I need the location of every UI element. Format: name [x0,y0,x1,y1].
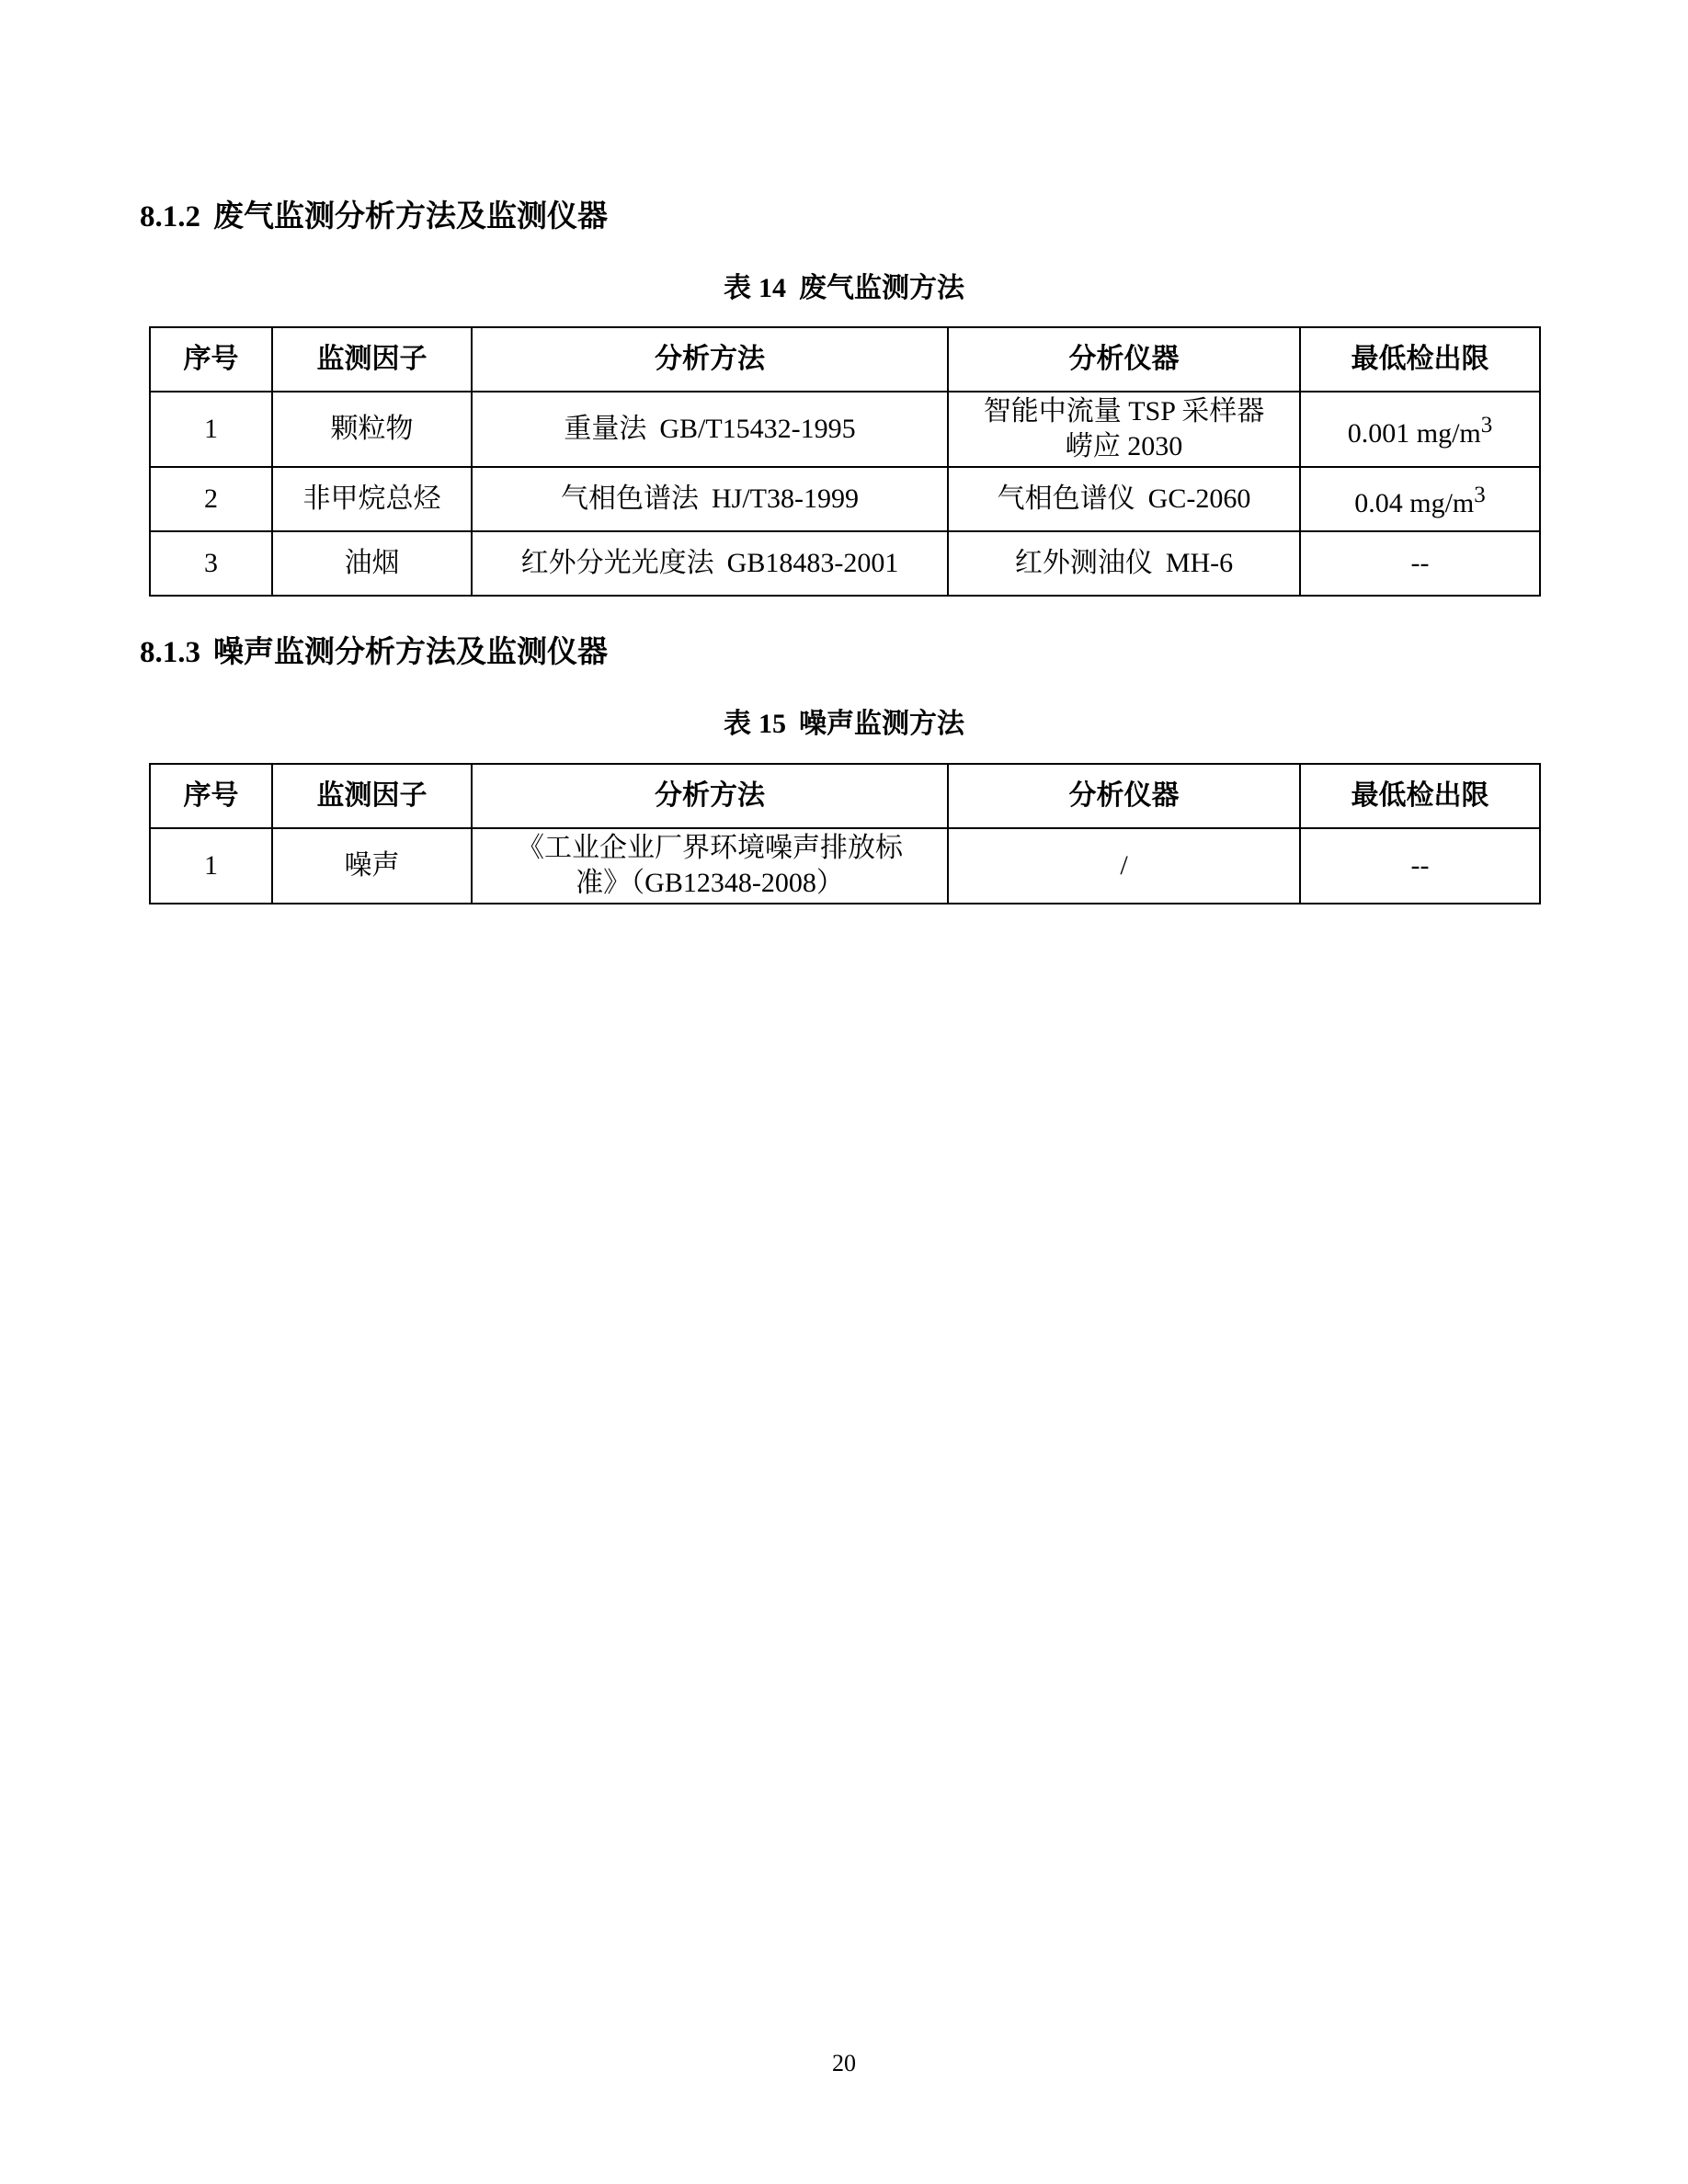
cell-no: 2 [150,467,272,531]
cell-detection-limit [1300,392,1540,467]
limit-value: 0.04 mg/m [1354,487,1475,518]
method-name: 气相色谱法 [561,483,699,514]
cell-factor: 非甲烷总烃 [272,467,472,531]
caption-number: 15 [758,709,786,739]
section-title: 噪声监测分析方法及监测仪器 [213,636,608,669]
header-detection-limit: 最低检出限 [1300,327,1540,392]
method-standard: HJ/T38-1999 [712,483,859,514]
limit-superscript: 3 [1480,412,1493,438]
noise-method-table [149,763,1541,904]
method-line-2: 准》（GB12348-2008） [576,868,844,898]
instrument-line-1: 智能中流量 TSP 采样器 [983,396,1265,427]
table-row [150,467,1540,531]
caption-number: 14 [758,273,786,303]
header-factor: 监测因子 [272,764,472,828]
table-header-row [150,764,1540,828]
table-caption-15 [0,707,1688,742]
table-row [150,531,1540,596]
instrument-name: 气相色谱仪 [997,483,1135,514]
header-serial-no: 序号 [150,764,272,828]
header-serial-no: 序号 [150,327,272,392]
cell-detection-limit: -- [1300,531,1540,596]
cell-instrument [948,531,1300,596]
page-number: 20 [832,2050,856,2076]
method-standard: GB18483-2001 [726,548,899,578]
cell-method [472,531,948,596]
limit-superscript: 3 [1474,482,1486,507]
table-row [150,828,1540,904]
cell-instrument: / [948,828,1300,904]
section-title: 废气监测分析方法及监测仪器 [213,200,608,233]
caption-title: 废气监测方法 [799,273,964,303]
cell-factor: 油烟 [272,531,472,596]
cell-method [472,467,948,531]
section-number: 8.1.3 [140,636,200,669]
cell-instrument [948,467,1300,531]
cell-detection-limit [1300,467,1540,531]
header-instrument: 分析仪器 [948,327,1300,392]
method-name: 重量法 [564,414,647,444]
instrument-name: 红外测油仪 [1014,548,1153,578]
section-number: 8.1.2 [140,200,200,233]
table-caption-14 [0,271,1688,306]
cell-no: 1 [150,392,272,467]
cell-no: 1 [150,828,272,904]
waste-gas-method-table [149,326,1541,597]
header-detection-limit: 最低检出限 [1300,764,1540,828]
header-method: 分析方法 [472,327,948,392]
instrument-model: GC-2060 [1147,483,1251,514]
cell-factor: 颗粒物 [272,392,472,467]
caption-title: 噪声监测方法 [799,709,964,739]
header-factor: 监测因子 [272,327,472,392]
cell-method [472,828,948,904]
method-standard: GB/T15432-1995 [659,414,856,444]
section-heading-waste-gas [140,199,608,235]
caption-prefix: 表 [724,709,751,739]
method-name: 红外分光光度法 [520,548,714,578]
instrument-line-2: 崂应 2030 [1065,431,1183,461]
cell-no: 3 [150,531,272,596]
table-header-row [150,327,1540,392]
limit-value: 0.001 mg/m [1347,417,1481,449]
table-row [150,392,1540,467]
method-line-1: 《工业企业厂界环境噪声排放标 [517,833,903,863]
section-heading-noise [140,634,608,671]
caption-prefix: 表 [724,273,751,303]
cell-instrument [948,392,1300,467]
header-instrument: 分析仪器 [948,764,1300,828]
cell-detection-limit: -- [1300,828,1540,904]
cell-method [472,392,948,467]
cell-factor: 噪声 [272,828,472,904]
instrument-model: MH-6 [1165,548,1234,578]
header-method: 分析方法 [472,764,948,828]
